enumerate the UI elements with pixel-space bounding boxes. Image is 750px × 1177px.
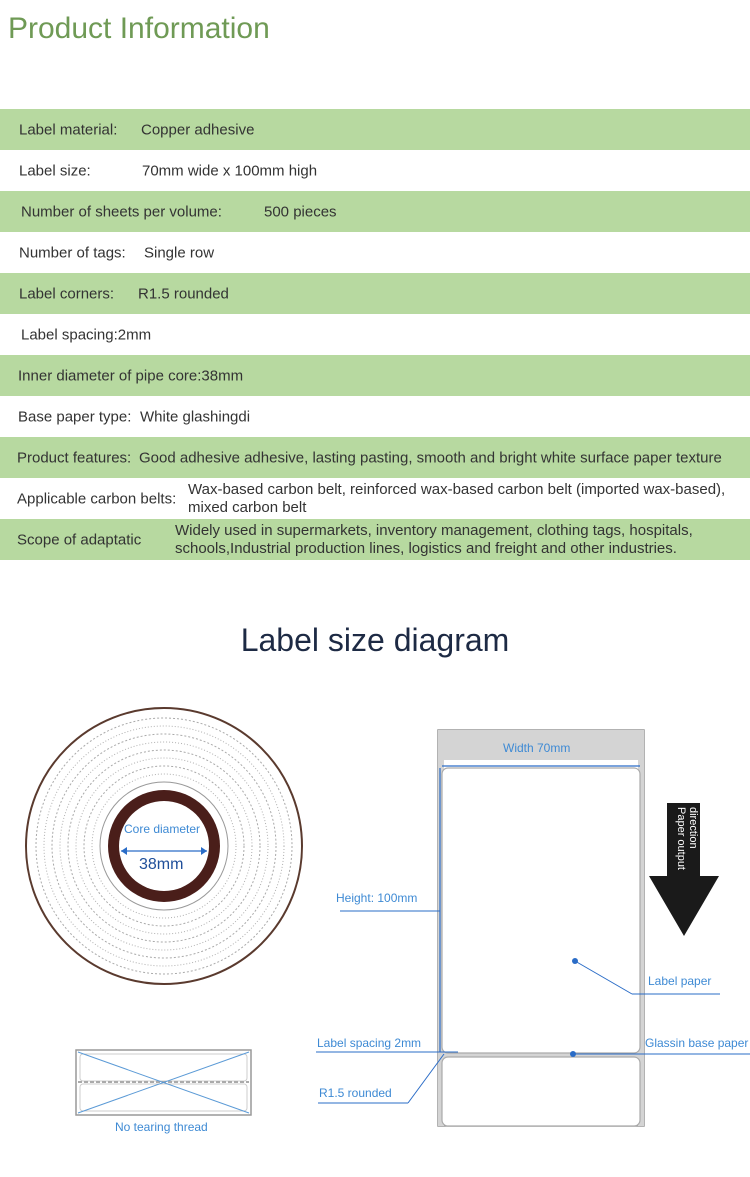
- table-row: [0, 478, 750, 519]
- row-label: Base paper type:: [18, 408, 132, 425]
- label-paper-shape: [442, 768, 640, 1053]
- row-label: Inner diameter of pipe core:38mm: [18, 367, 244, 384]
- row-value: 500 pieces: [264, 203, 337, 220]
- no-tearing-sample: [76, 1050, 251, 1134]
- row-label: Label material:: [19, 121, 118, 138]
- row-label: Label corners:: [19, 285, 115, 302]
- table-row: [0, 314, 750, 355]
- height-label: Height: 100mm: [336, 891, 418, 905]
- row-label: Label size:: [19, 162, 91, 179]
- spacing-label: Label spacing 2mm: [317, 1036, 422, 1050]
- paper-output-arrow-icon: [649, 803, 719, 936]
- row-label: Label spacing:2mm: [21, 326, 152, 343]
- direction-label-line1: Paper output: [675, 807, 687, 870]
- row-value: 70mm wide x 100mm high: [142, 162, 318, 179]
- core-diameter-label: Core diameter: [124, 822, 201, 836]
- page-title: Product Information: [8, 12, 270, 45]
- no-tearing-label: No tearing thread: [115, 1120, 208, 1134]
- corner-label: R1.5 rounded: [319, 1086, 392, 1100]
- table-row: [0, 109, 750, 150]
- row-value: Single row: [144, 244, 215, 261]
- table-row: [0, 396, 750, 437]
- label-paper-label: Label paper: [648, 974, 712, 988]
- table-row: [0, 150, 750, 191]
- core-diameter-value: 38mm: [139, 856, 184, 873]
- base-paper-label: Glassin base paper: [645, 1036, 749, 1050]
- row-value: Wax-based carbon belt, reinforced wax-based carbon belt (imported wax-based), mixed carbon belt: [188, 480, 726, 516]
- row-value: Good adhesive adhesive, lasting pasting, smooth and bright white surface paper texture: [139, 449, 722, 466]
- row-label: Number of sheets per volume:: [21, 203, 222, 220]
- label-size-diagram: [0, 680, 750, 1160]
- table-row: [0, 437, 750, 478]
- row-value: White glashingdi: [140, 408, 251, 425]
- label-roll: [26, 708, 302, 984]
- direction-label-line2: direction: [687, 807, 699, 849]
- product-info-table: [0, 109, 750, 560]
- table-row: [0, 273, 750, 314]
- table-row: [0, 355, 750, 396]
- row-label: Product features:: [17, 449, 132, 466]
- row-label: Scope of adaptatic: [17, 531, 142, 548]
- table-row: [0, 519, 750, 560]
- row-value: Copper adhesive: [141, 121, 255, 138]
- row-label: Number of tags:: [19, 244, 126, 261]
- row-label: Applicable carbon belts:: [17, 490, 177, 507]
- diagram-title: Label size diagram: [240, 622, 510, 658]
- width-label: Width 70mm: [503, 741, 571, 755]
- row-value: Widely used in supermarkets, inventory management, clothing tags, hospitals, schools,Industrial production lines, logistics and freight and other industries.: [175, 521, 693, 557]
- table-row: [0, 232, 750, 273]
- row-value: R1.5 rounded: [138, 285, 229, 302]
- table-row: [0, 191, 750, 232]
